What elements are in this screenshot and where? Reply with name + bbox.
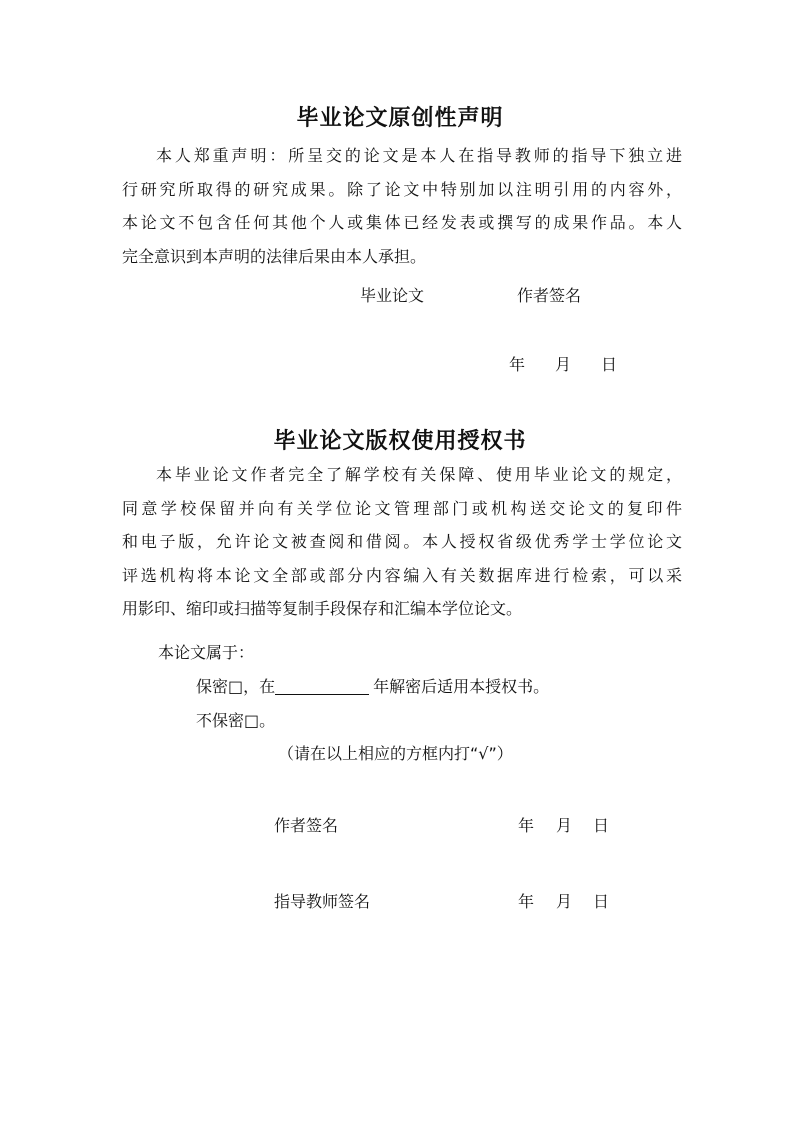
advisor-date-month: 月 [556,892,573,911]
author-date-day: 日 [593,816,610,835]
authorization-line: 本毕业论文作者完全了解学校有关保障、使用毕业论文的规定， [156,465,682,484]
declaration-line: 本论文不包含任何其他个人或集体已经发表或撰写的成果作品。本人 [122,213,682,232]
declaration-line: 本人郑重声明：所呈交的论文是本人在指导教师的指导下独立进 [156,146,682,165]
declaration-date-month: 月 [555,355,572,374]
declaration-date-year: 年 [509,355,526,374]
declaration-title: 毕业论文原创性声明 [296,106,504,131]
declaration-thesis-label: 毕业论文 [360,286,425,305]
authorization-line: 同意学校保留并向有关学位论文管理部门或机构送交论文的复印件 [122,498,682,518]
authorization-line: 用影印、缩印或扫描等复制手段保存和汇编本学位论文。 [122,599,523,618]
authorization-body [122,458,682,626]
advisor-date-day: 日 [593,892,610,911]
authorization-line: 评选机构将本论文全部或部分内容编入有关数据库进行检索，可以采 [122,565,682,585]
declaration-body [122,139,682,273]
option-secret-suffix: 年解密后适用本授权书。 [373,677,550,696]
belongs-label: 本论文属于： [158,643,255,662]
checkmark-hint: （请在以上相应的方框内打“√”） [278,744,513,763]
declassify-year-field[interactable] [275,676,369,695]
authorization-title: 毕业论文版权使用授权书 [273,429,527,454]
declaration-date-day: 日 [601,355,618,374]
option-secret [196,674,549,697]
declaration-author-signature-label: 作者签名 [517,286,582,305]
option-secret-checkbox-label[interactable]: 保密□，在 [196,677,276,696]
declaration-line: 完全意识到本声明的法律后果由本人承担。 [122,246,427,266]
author-signature-label: 作者签名 [274,816,339,835]
advisor-date-year: 年 [518,892,535,911]
option-public-checkbox-label[interactable]: 不保密□。 [196,711,276,730]
advisor-signature-label: 指导教师签名 [274,892,371,911]
authorization-line: 和电子版，允许论文被查阅和借阅。本人授权省级优秀学士学位论文 [122,532,682,551]
author-date-month: 月 [556,816,573,835]
declaration-line: 行研究所取得的研究成果。除了论文中特别加以注明引用的内容外， [122,179,682,199]
author-date-year: 年 [518,816,535,835]
